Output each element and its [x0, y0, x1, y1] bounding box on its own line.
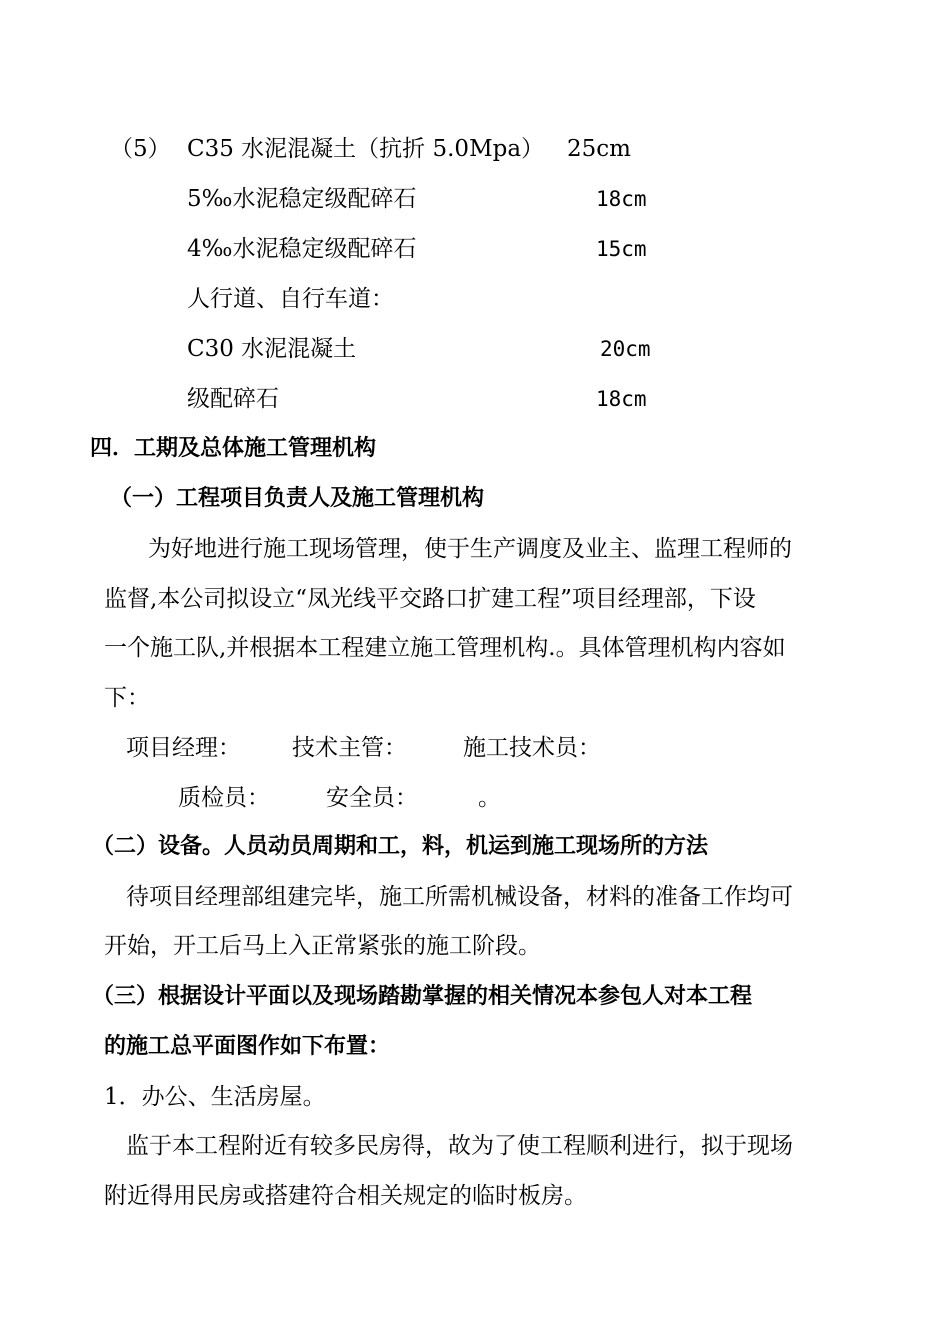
section4-heading: 四．工期及总体施工管理机构 [90, 436, 377, 461]
row7-label: 4‰水泥稳定级配碎石 [187, 236, 417, 262]
sub3-heading-line-2: 的施工总平面图作如下布置： [104, 1034, 391, 1059]
row6-label: 5‰水泥稳定级配碎石 [187, 186, 417, 212]
role-tech-staff: 施工技术员： [463, 735, 601, 761]
row9-label: 级配碎石 [187, 386, 279, 412]
sub1-line-3: 一个施工队,并根据本工程建立施工管理机构.。具体管理机构内容如 [104, 635, 786, 661]
role-tech-lead: 技术主管： [292, 735, 407, 761]
roles-end-mark: 。 [478, 785, 501, 811]
row5-value: 25cm [567, 136, 631, 162]
role-qc: 质检员： [178, 785, 270, 811]
row5-label: C35 水泥混凝土（抗折 5.0Mpa） [187, 136, 545, 162]
sub2-heading: （二）设备。人员动员周期和工，料，机运到施工现场所的方法 [92, 834, 709, 859]
sub3-heading-line-1: （三）根据设计平面以及现场踏勘掌握的相关情况本参包人对本工程 [92, 984, 753, 1009]
row8-value: 20cm [600, 337, 651, 361]
role-safety: 安全员： [326, 785, 418, 811]
row6-value: 18cm [596, 187, 647, 211]
role-project-manager: 项目经理： [126, 735, 241, 761]
item1-heading: 1．办公、生活房屋。 [104, 1084, 326, 1110]
sub1-line-4: 下： [104, 685, 150, 711]
row5-index: （5） [110, 136, 171, 162]
row9-value: 18cm [596, 387, 647, 411]
item1-line-2: 附近得用民房或搭建符合相关规定的临时板房。 [104, 1183, 587, 1209]
item1-line-1: 监于本工程附近有较多民房得，故为了使工程顺利进行，拟于现场 [126, 1133, 793, 1159]
sub2-line-1: 待项目经理部组建完毕，施工所需机械设备，材料的准备工作均可 [126, 884, 793, 910]
sub1-line-2: 监督,本公司拟设立“凤光线平交路口扩建工程”项目经理部，下设 [104, 586, 756, 612]
row7-value: 15cm [596, 237, 647, 261]
row8-label: C30 水泥混凝土 [187, 336, 357, 362]
sub2-line-2: 开始，开工后马上入正常紧张的施工阶段。 [104, 933, 541, 959]
sidewalk-heading: 人行道、自行车道： [187, 286, 394, 312]
sub1-heading: （一）工程项目负责人及施工管理机构 [110, 486, 485, 511]
sub1-line-1: 为好地进行施工现场管理，使于生产调度及业主、监理工程师的 [148, 536, 792, 562]
